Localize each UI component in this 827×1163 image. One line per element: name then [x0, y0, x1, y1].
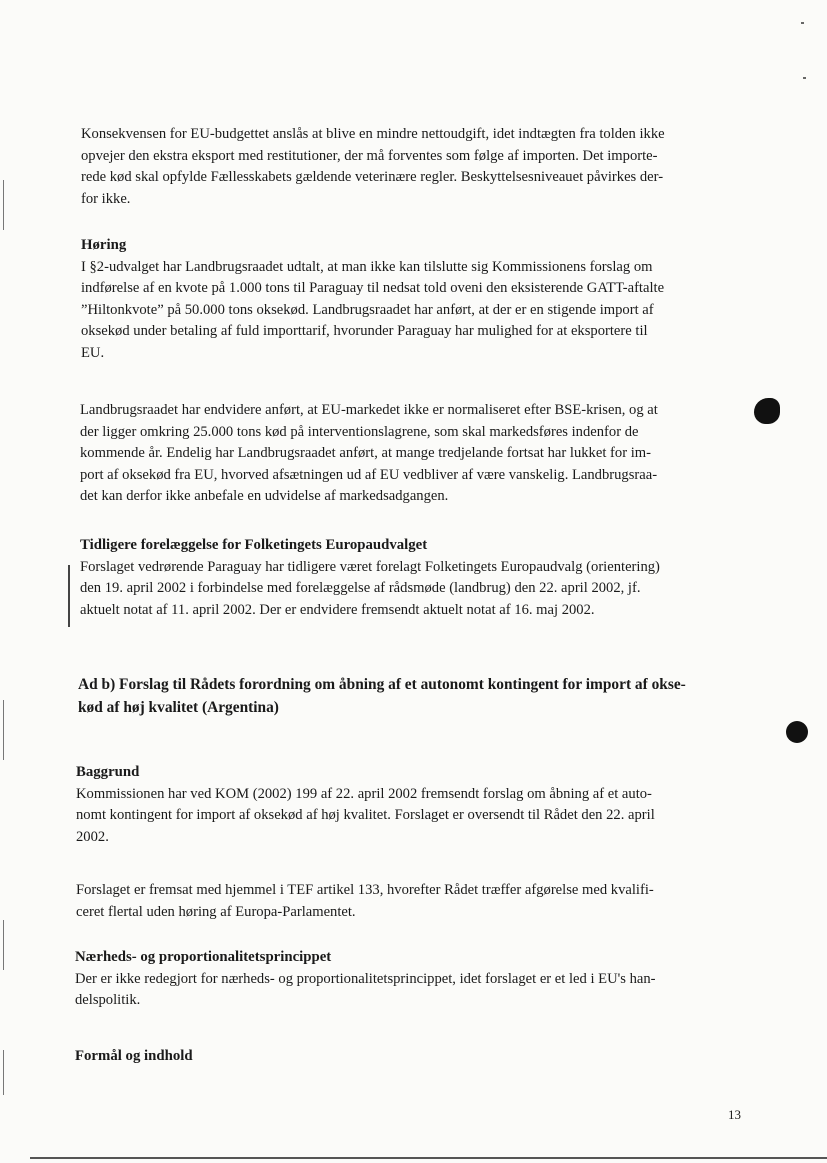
heading-line: Ad b) Forslag til Rådets forordning om åbning af et autonomt kontingent for import af okse-	[78, 676, 686, 693]
text-line: Forslaget er fremsat med hjemmel i TEF artikel 133, hvorefter Rådet træffer afgørelse med kvalifi-	[76, 882, 654, 898]
section-tidligere	[80, 535, 660, 621]
scan-edge-mark	[3, 1050, 4, 1095]
text-line: Kommissionen har ved KOM (2002) 199 af 22. april 2002 fremsendt forslag om åbning af et auto-	[76, 785, 652, 802]
section-heading: Formål og indhold	[75, 1048, 193, 1064]
landbrug-paragraph	[80, 400, 658, 508]
page-number: 13	[728, 1107, 741, 1122]
text-line: nomt kontingent for import af oksekød af høj kvalitet. Forslaget er oversendt til Rådet den 22. april	[76, 807, 655, 823]
change-bar	[68, 565, 70, 627]
text-line: I §2-udvalget har Landbrugsraadet udtalt, at man ikke kan tilslutte sig Kommissionens forslag om	[81, 258, 653, 275]
section-adb	[78, 673, 686, 719]
text-line: for ikke.	[81, 190, 131, 207]
section-heading: Nærheds- og proportionalitetsprincippet	[75, 949, 332, 965]
text-line: oksekød under betaling af fuld importtarif, hvorunder Paraguay har mulighed for at eksportere til	[81, 323, 648, 339]
scan-edge-mark	[3, 700, 4, 760]
section-horing	[81, 235, 664, 364]
section-naerhed	[75, 947, 656, 1012]
major-heading	[78, 673, 686, 719]
text-line: ”Hiltonkvote” på 50.000 tons oksekød. Landbrugsraadet har anført, at der er en stigende import af	[81, 301, 654, 318]
text-line: Der er ikke redegjort for nærheds- og proportionalitetsprincippet, idet forslaget er et led i EU's han-	[75, 970, 656, 987]
text-line: det kan derfor ikke anbefale en udvidelse af markedsadgangen.	[80, 488, 449, 504]
tef-paragraph	[76, 880, 654, 923]
text-line: ceret flertal uden høring af Europa-Parlamentet.	[76, 903, 356, 920]
text-line: indførelse af en kvote på 1.000 tons til Paraguay til nedsat told oveni den eksisterende GATT-aftalte	[81, 280, 665, 296]
scan-speck	[801, 22, 804, 24]
text-line: opvejer den ekstra eksport med restitutioner, der må forventes som følge af importen. Det importe-	[81, 147, 658, 164]
punch-hole-mark	[786, 721, 808, 743]
heading-line: kød af høj kvalitet (Argentina)	[78, 699, 279, 716]
scan-edge-mark	[3, 920, 4, 970]
text-line: rede kød skal opfylde Fællesskabets gældende veterinære regler. Beskyttelsesniveauet påvirkes der-	[81, 169, 664, 185]
footer-rule	[30, 1157, 827, 1159]
scan-speck	[803, 77, 806, 79]
intro-paragraph	[81, 124, 665, 210]
section-heading: Høring	[81, 237, 127, 253]
text-line: aktuelt notat af 11. april 2002. Der er endvidere fremsendt aktuelt notat af 16. maj 2002.	[80, 601, 595, 618]
text-line: port af oksekød fra EU, hvorved afsætningen ud af EU vedbliver af være vanskelig. Landbrugsraa-	[80, 466, 658, 483]
text-line: Konsekvensen for EU-budgettet anslås at blive en mindre nettoudgift, idet indtægten fra tolden ikke	[81, 126, 665, 142]
scan-edge-mark	[3, 180, 4, 230]
section-heading: Tidligere forelæggelse for Folketingets Europaudvalget	[80, 537, 428, 553]
text-line: delspolitik.	[75, 992, 141, 1008]
text-line: 2002.	[76, 828, 109, 845]
section-baggrund	[76, 762, 655, 848]
punch-hole-mark	[754, 398, 780, 424]
text-line: kommende år. Endelig har Landbrugsraadet anført, at mange tredjelande fortsat har lukket for im-	[80, 445, 651, 461]
section-heading: Baggrund	[76, 764, 140, 780]
text-line: den 19. april 2002 i forbindelse med forelæggelse af rådsmøde (landbrug) den 22. april 2002, jf.	[80, 580, 641, 596]
text-line: der ligger omkring 25.000 tons kød på interventionslagrene, som skal markedsføres indenfor de	[80, 423, 639, 440]
text-line: EU.	[81, 344, 105, 361]
text-line: Landbrugsraadet har endvidere anført, at EU-markedet ikke er normaliseret efter BSE-krisen, og at	[80, 402, 658, 418]
text-line: Forslaget vedrørende Paraguay har tidligere været forelagt Folketingets Europaudvalg (orientering)	[80, 558, 660, 575]
section-formaal	[75, 1046, 193, 1068]
